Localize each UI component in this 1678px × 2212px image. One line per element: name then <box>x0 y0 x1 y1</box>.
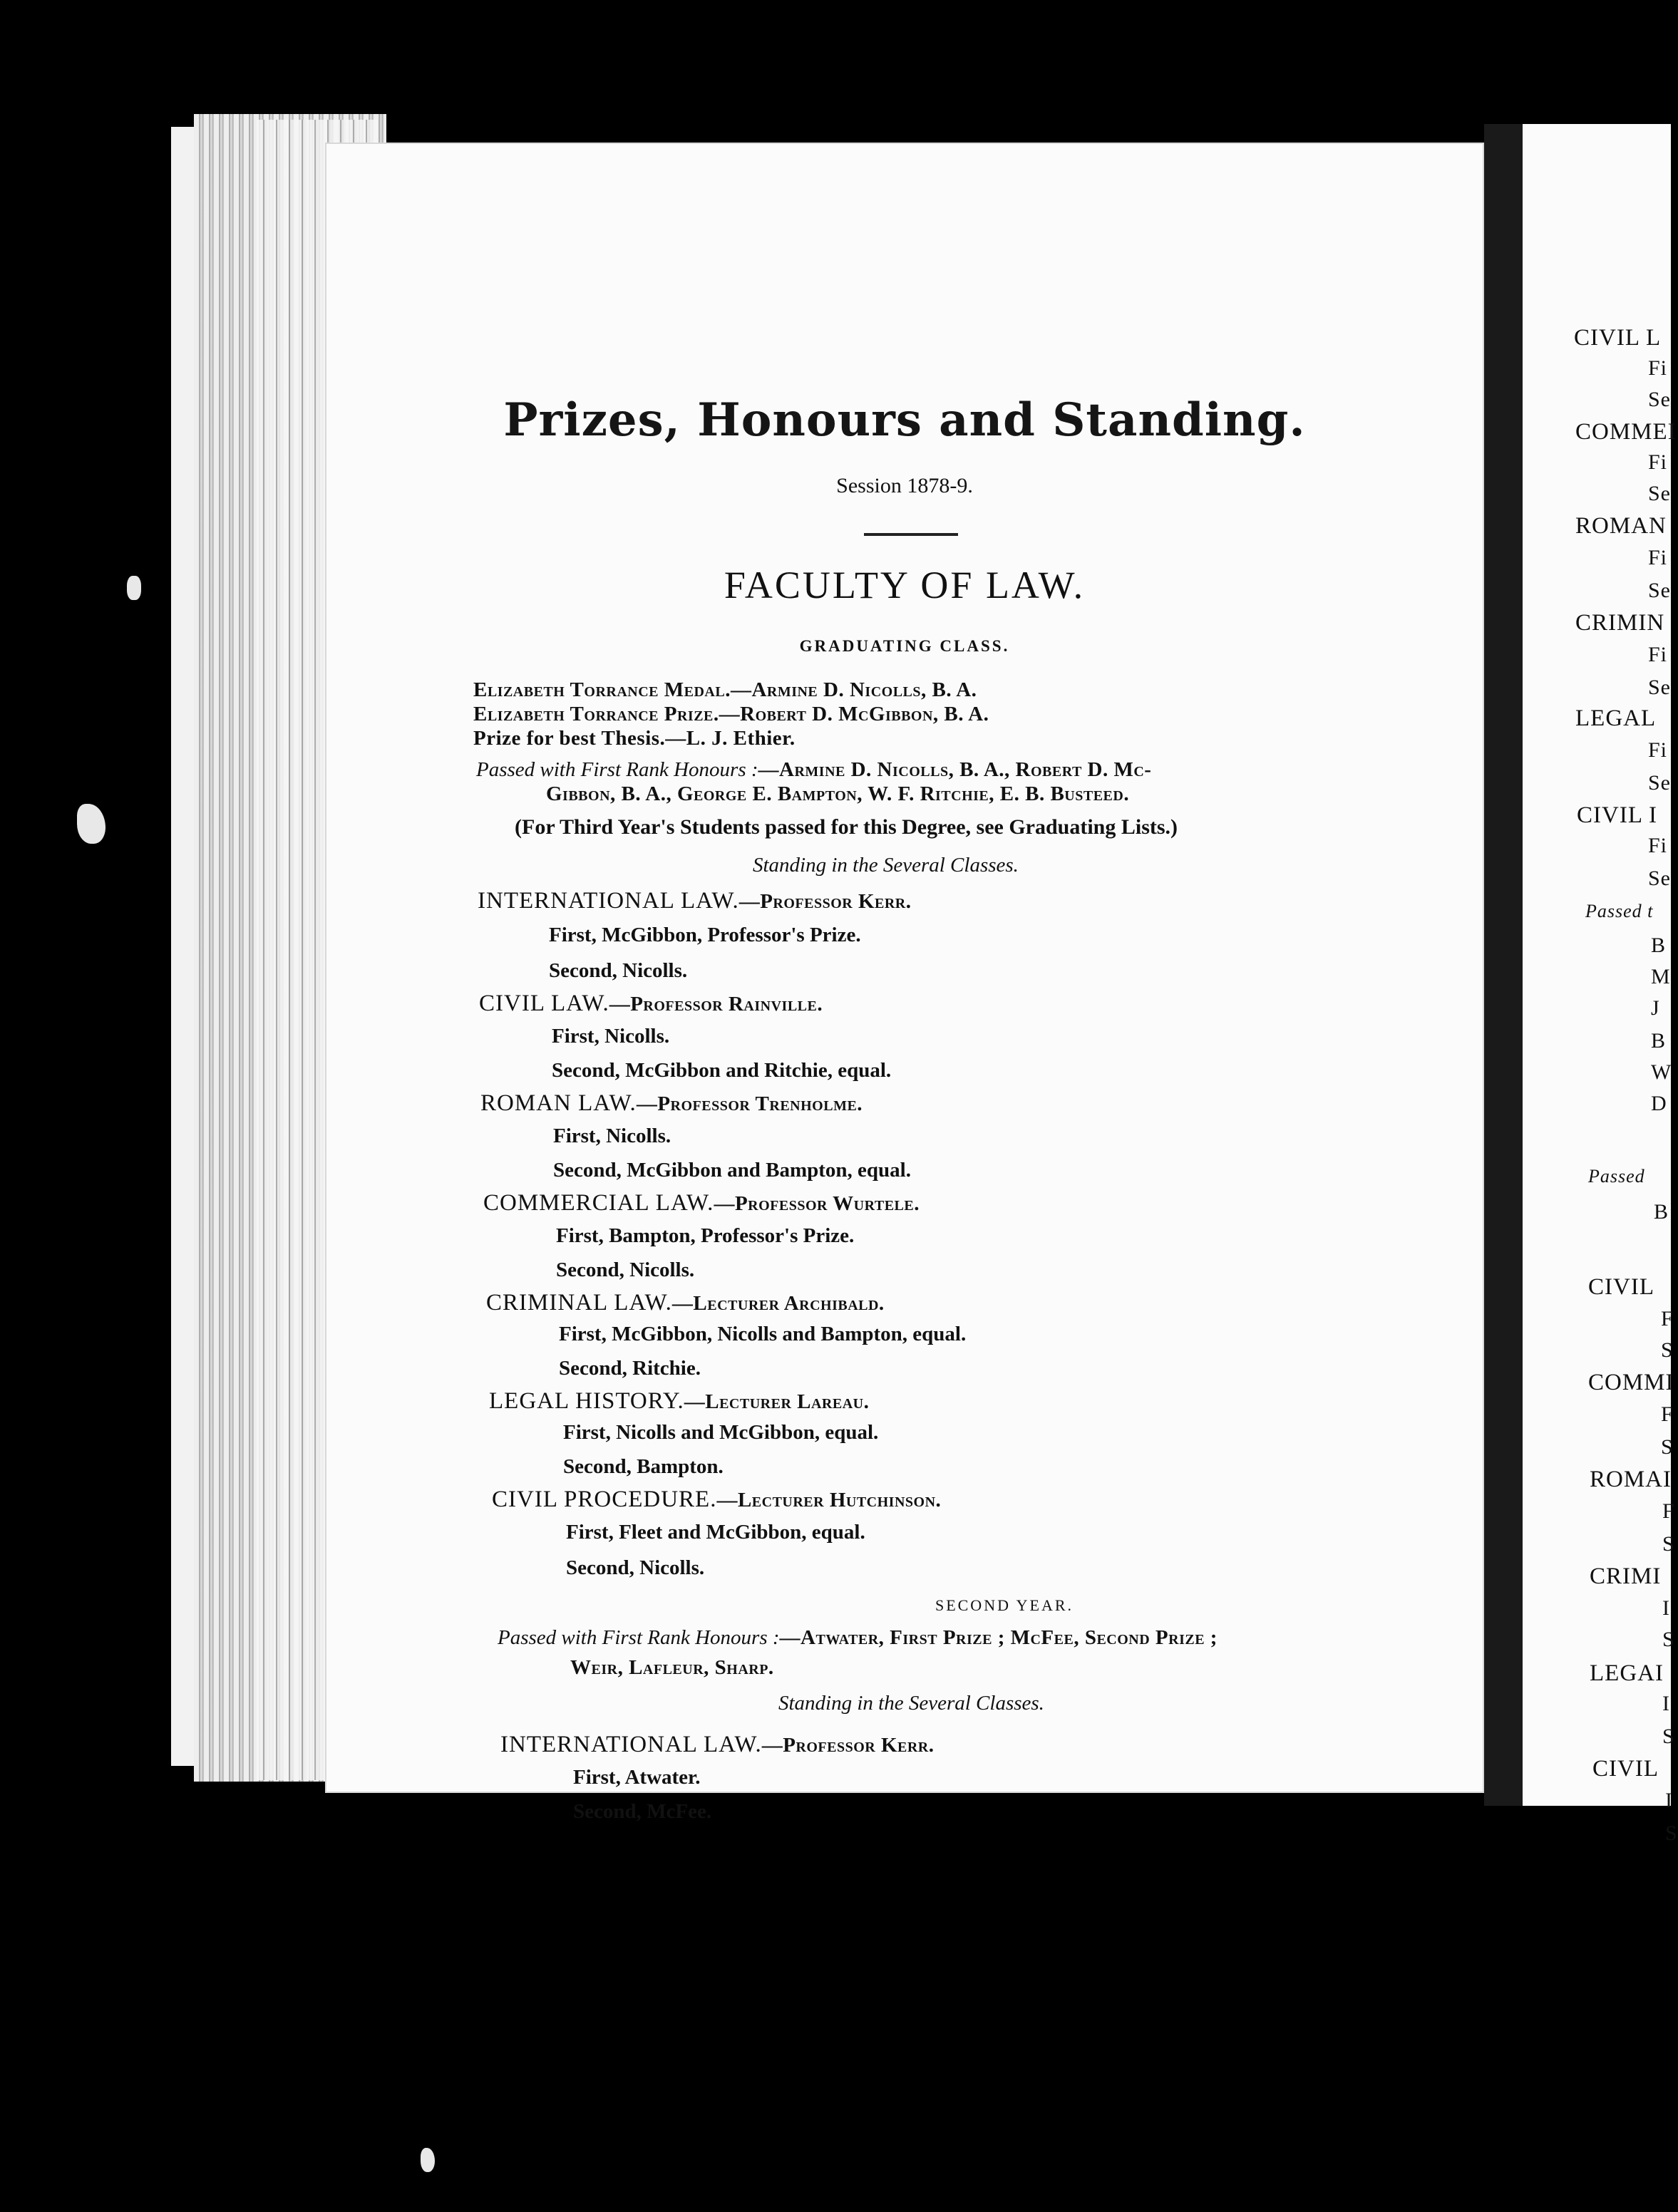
title-rule <box>864 533 958 536</box>
right-page-text: S <box>1662 1532 1675 1556</box>
standing-heading: Standing in the Several Classes. <box>753 854 1019 877</box>
class-result: First, Nicolls. <box>553 1125 671 1147</box>
honours-names: —Atwater, First Prize ; McFee, Second Prize ; <box>779 1626 1218 1649</box>
class-name: CIVIL LAW. <box>479 991 609 1016</box>
class-result: First, Fleet and McGibbon, equal. <box>566 1521 865 1544</box>
class-name: ROMAN LAW. <box>480 1090 637 1116</box>
class-result: First, McGibbon, Nicolls and Bampton, equal. <box>559 1323 967 1345</box>
class-name: COMMERCIAL LAW. <box>483 1190 714 1216</box>
class-result: Second, McFee. <box>573 1800 712 1823</box>
right-page-text: Se <box>1648 482 1671 505</box>
prize-line: Elizabeth Torrance Prize.—Robert D. McGibbon, B. A. <box>473 703 989 725</box>
right-page-text: Fi <box>1648 643 1668 666</box>
right-page-text: B <box>1651 934 1667 957</box>
class-heading <box>489 1388 869 1415</box>
standing-heading: Standing in the Several Classes. <box>778 1692 1044 1715</box>
honours-label: Passed with First Rank Honours : <box>476 758 758 781</box>
class-lecturer: —Lecturer Lareau. <box>684 1390 870 1413</box>
right-page-text: S <box>1665 1821 1678 1845</box>
right-page-text: F <box>1661 1402 1674 1426</box>
honours-names-cont: Gibbon, B. A., George E. Bampton, W. F. Ritchie, E. B. Busteed. <box>546 782 1130 805</box>
dust-speck <box>421 2148 435 2172</box>
class-result: Second, McGibbon and Bampton, equal. <box>553 1159 911 1182</box>
honours-label: Passed with First Rank Honours : <box>498 1626 780 1649</box>
right-page-text: D <box>1651 1092 1667 1115</box>
class-name: LEGAL HISTORY. <box>489 1388 684 1414</box>
right-page-text: I <box>1662 1692 1670 1715</box>
right-page-text: Se <box>1648 579 1671 602</box>
class-result: Second, Ritchie. <box>559 1357 701 1380</box>
faculty-heading: FACULTY OF LAW. <box>724 564 1086 606</box>
second-year-heading: SECOND YEAR. <box>935 1596 1074 1614</box>
right-page-text: J <box>1651 996 1660 1020</box>
class-result: Second, McGibbon and Ritchie, equal. <box>552 1059 892 1082</box>
class-name: CRIMINAL LAW. <box>486 1290 672 1316</box>
class-lecturer: —Lecturer Archibald. <box>671 1292 885 1315</box>
right-page-text: Fi <box>1648 450 1668 474</box>
right-page-text: I <box>1662 1596 1670 1620</box>
left-page <box>325 143 1484 1823</box>
right-page-text: Fi <box>1648 356 1668 380</box>
right-page-text: S <box>1661 1435 1674 1459</box>
right-page <box>1523 124 1678 1845</box>
class-result: First, Nicolls. <box>552 1025 670 1048</box>
right-page-text: LEGAI <box>1590 1660 1664 1686</box>
right-page-text: B <box>1651 1029 1667 1053</box>
class-name: INTERNATIONAL LAW. <box>478 888 739 914</box>
right-page-text: Passed <box>1588 1166 1645 1187</box>
right-page-text: CIVIL I <box>1577 802 1657 828</box>
class-heading <box>479 991 823 1017</box>
right-page-text: CIVIL L <box>1574 325 1662 351</box>
session-label: Session 1878-9. <box>836 474 973 497</box>
right-page-text: CRIMI <box>1590 1564 1662 1589</box>
class-lecturer: —Professor Kerr. <box>738 890 912 913</box>
page-title: Prizes, Honours and Standing. <box>503 393 1306 447</box>
prize-line: Elizabeth Torrance Medal.—Armine D. Nicolls, B. A. <box>473 678 977 701</box>
right-page-text: Se <box>1648 771 1671 795</box>
right-page-text: Fi <box>1648 834 1668 857</box>
right-page-text: S <box>1662 1628 1675 1651</box>
right-page-text: W <box>1651 1060 1672 1084</box>
class-lecturer: —Professor Rainville. <box>609 993 823 1015</box>
dust-speck <box>77 804 105 844</box>
right-page-text: COMMI <box>1588 1370 1674 1395</box>
right-page-text: M <box>1651 965 1671 988</box>
class-heading <box>480 1090 863 1117</box>
right-page-text: Se <box>1648 867 1671 890</box>
right-page-text: S <box>1662 1725 1675 1748</box>
class-result: Second, Nicolls. <box>566 1556 705 1579</box>
right-page-text: Se <box>1648 676 1671 699</box>
right-page-text: LEGAL <box>1575 706 1657 731</box>
class-lecturer: —Professor Kerr. <box>761 1734 935 1757</box>
right-page-text: Fi <box>1648 546 1668 569</box>
right-page-text: CRIMIN <box>1575 610 1665 636</box>
class-heading <box>486 1290 885 1316</box>
class-name: INTERNATIONAL LAW. <box>500 1732 762 1757</box>
class-result: Second, Nicolls. <box>549 959 688 982</box>
right-page-text: Fi <box>1648 738 1668 762</box>
right-page-text: COMMEI <box>1575 419 1677 445</box>
prize-line: Prize for best Thesis.—L. J. Ethier. <box>473 727 796 750</box>
class-lecturer: —Professor Wurtele. <box>714 1192 920 1215</box>
class-result: First, McGibbon, Professor's Prize. <box>549 924 861 946</box>
right-page-text: Passed t <box>1585 901 1654 921</box>
class-result: Second, Bampton. <box>563 1455 724 1478</box>
class-heading <box>483 1190 920 1216</box>
class-result: First, Nicolls and McGibbon, equal. <box>563 1421 879 1444</box>
graduating-heading: GRADUATING CLASS. <box>799 637 1010 655</box>
right-page-text: CIVIL <box>1592 1756 1659 1782</box>
class-lecturer: —Professor Trenholme. <box>636 1092 863 1115</box>
right-page-text: I <box>1665 1789 1673 1812</box>
right-page-text: F <box>1662 1499 1675 1523</box>
class-result: First, Atwater. <box>573 1766 701 1789</box>
right-page-text: ROMAN <box>1575 513 1667 539</box>
right-page-text: S <box>1661 1338 1674 1362</box>
honours-names-cont: Weir, Lafleur, Sharp. <box>570 1656 774 1679</box>
honours-line <box>476 758 1151 782</box>
right-page-text: B <box>1654 1200 1669 1224</box>
right-page-text: ROMAI <box>1590 1467 1672 1492</box>
class-heading <box>500 1732 935 1758</box>
dust-speck <box>127 576 141 600</box>
class-lecturer: —Lecturer Hutchinson. <box>716 1489 942 1511</box>
right-page-text: Se <box>1648 388 1671 411</box>
right-page-text: CIVIL <box>1588 1274 1654 1300</box>
book-gutter <box>1484 124 1523 1806</box>
right-page-text: F <box>1661 1307 1674 1330</box>
honours-names: —Armine D. Nicolls, B. A., Robert D. Mc- <box>758 758 1152 781</box>
honours-line <box>498 1626 1218 1650</box>
class-heading <box>492 1487 941 1513</box>
degree-note: (For Third Year's Students passed for this Degree, see Graduating Lists.) <box>515 815 1178 839</box>
class-result: Second, Nicolls. <box>556 1259 695 1281</box>
class-result: First, Bampton, Professor's Prize. <box>556 1224 855 1247</box>
class-heading <box>478 888 912 914</box>
book-edge <box>171 127 197 1766</box>
class-name: CIVIL PROCEDURE. <box>492 1487 717 1512</box>
